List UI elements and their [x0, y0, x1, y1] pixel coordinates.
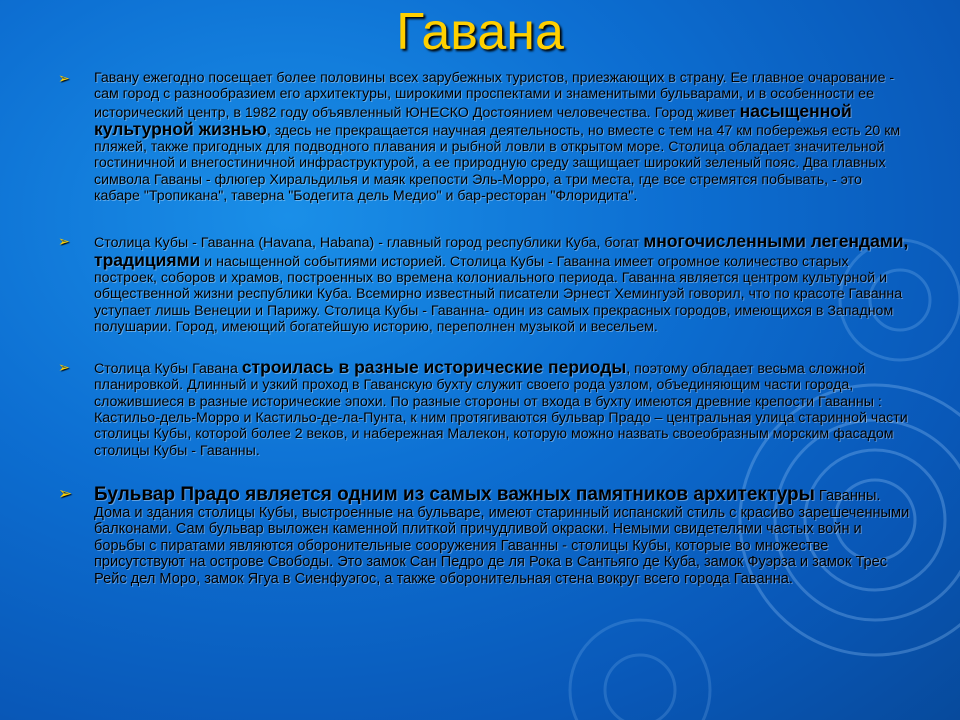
arrow-bullet-icon: ➢ [58, 359, 70, 376]
arrow-bullet-icon: ➢ [58, 483, 73, 503]
bullet-text: Гаванны. Дома и здания столицы Кубы, выстроенные на бульваре, имеют старинный испанский стиль с красиво зарешеченными балконами. Сам бульвар выложен каменной плиткой причудливой окраски. Немыми свидетелями частых войн и борьбы с пиратами являются оборонительные сооружения Гаванны - столицы Кубы, которые во множестве присутствуют на острове Свободы. Это замок Сан Педро де ля Рока в Сантьяго де Куба, замок Фуэрза и замок Трес Рейс дел Моро, замок Ягуа в Сиенфуэгос, а также оборонительная стена вокруг всего города Гаванна. [94, 487, 910, 587]
bullet-text: и насыщенной событиями историей. Столица Кубы - Гаванна имеет огромное количество старых построек, соборов и храмов, построенных во времена колониального периода. Гаванна является центром культурной и общественной жизни республики Куба. Всемирно известный писатели Эрнест Хемингуэй говорил, что по красоте Гаванна уступает лишь Венеции и Парижу. Столица Кубы - Гаванна- один из самых прекрасных городов, имеющихся в Западном полушарии. Город, имеющий богатейшую историю, переполнен музыкой и весельем. [94, 253, 903, 335]
bullet-text: , здесь не прекращается научная деятельность, но вместе с тем на 47 км побережья есть 20 км пляжей, также пригодных для подводного плавания и рыбной ловли в открытом море. Столица обладает значительной гостиничной и внегостиничной инфраструктурой, а ее природную среду защищает широкий зеленый пояс. Два главных символа Гаваны - флюгер Хиральдилья и маяк крепости Эль-Морро, а три места, где все стремятся побывать, - это кабаре "Тропикана", таверна "Бодегита дель Медио" и бар-ресторан "Флоридита". [94, 122, 901, 205]
bullet-text: Гавану ежегодно посещает более половины всех зарубежных туристов, приезжающих в страну. Ее главное очарование - сам город с разнообразием его архитектуры, широкими проспектами и знаменитыми бульварами, и в особенности ее исторический центр, в 1982 году объявленный ЮНЕСКО Достоянием человечества. Город живет [94, 70, 895, 121]
bullet-emphasis: насыщенной культурной жизнью [94, 100, 852, 139]
bullet-emphasis: многочисленными легендами, традициями [94, 231, 909, 270]
arrow-bullet-icon: ➢ [58, 70, 70, 86]
arrow-bullet-icon: ➢ [58, 233, 70, 250]
bullet-emphasis: строилась в разные исторические периоды [241, 357, 627, 378]
bullet-text: Столица Кубы - Гаванна (Havana, Habana) - главный город республики Куба, богат [94, 235, 644, 252]
bullet-item [58, 70, 910, 204]
bullet-text: Столица Кубы Гавана [94, 361, 242, 378]
bullet-item [58, 485, 910, 587]
bullet-emphasis: Бульвар Прадо является одним из самых важных памятников архитектуры [94, 483, 815, 505]
bullet-item [58, 233, 910, 335]
slide-title: Гавана [396, 3, 564, 61]
slide-body [58, 70, 910, 587]
bullet-item [58, 359, 910, 459]
bullet-text: , поэтому обладает весьма сложной планировкой. Длинный и узкий проход в Гаванскую бухту служит своего рода узлом, объединяющим части города, сложившиеся в разные исторические эпохи. По разные стороны от входа в бухту имеются древние крепости Гаванны : Кастильо-дель-Морро и Кастильо-де-ла-Пунта, к ним протягиваются бульвар Прадо – центральная улица старинной части столицы Кубы, которой более 2 веков, и набережная Малекон, которую можно назвать своеобразным морским фасадом столицы Кубы - Гаванны. [94, 361, 908, 459]
